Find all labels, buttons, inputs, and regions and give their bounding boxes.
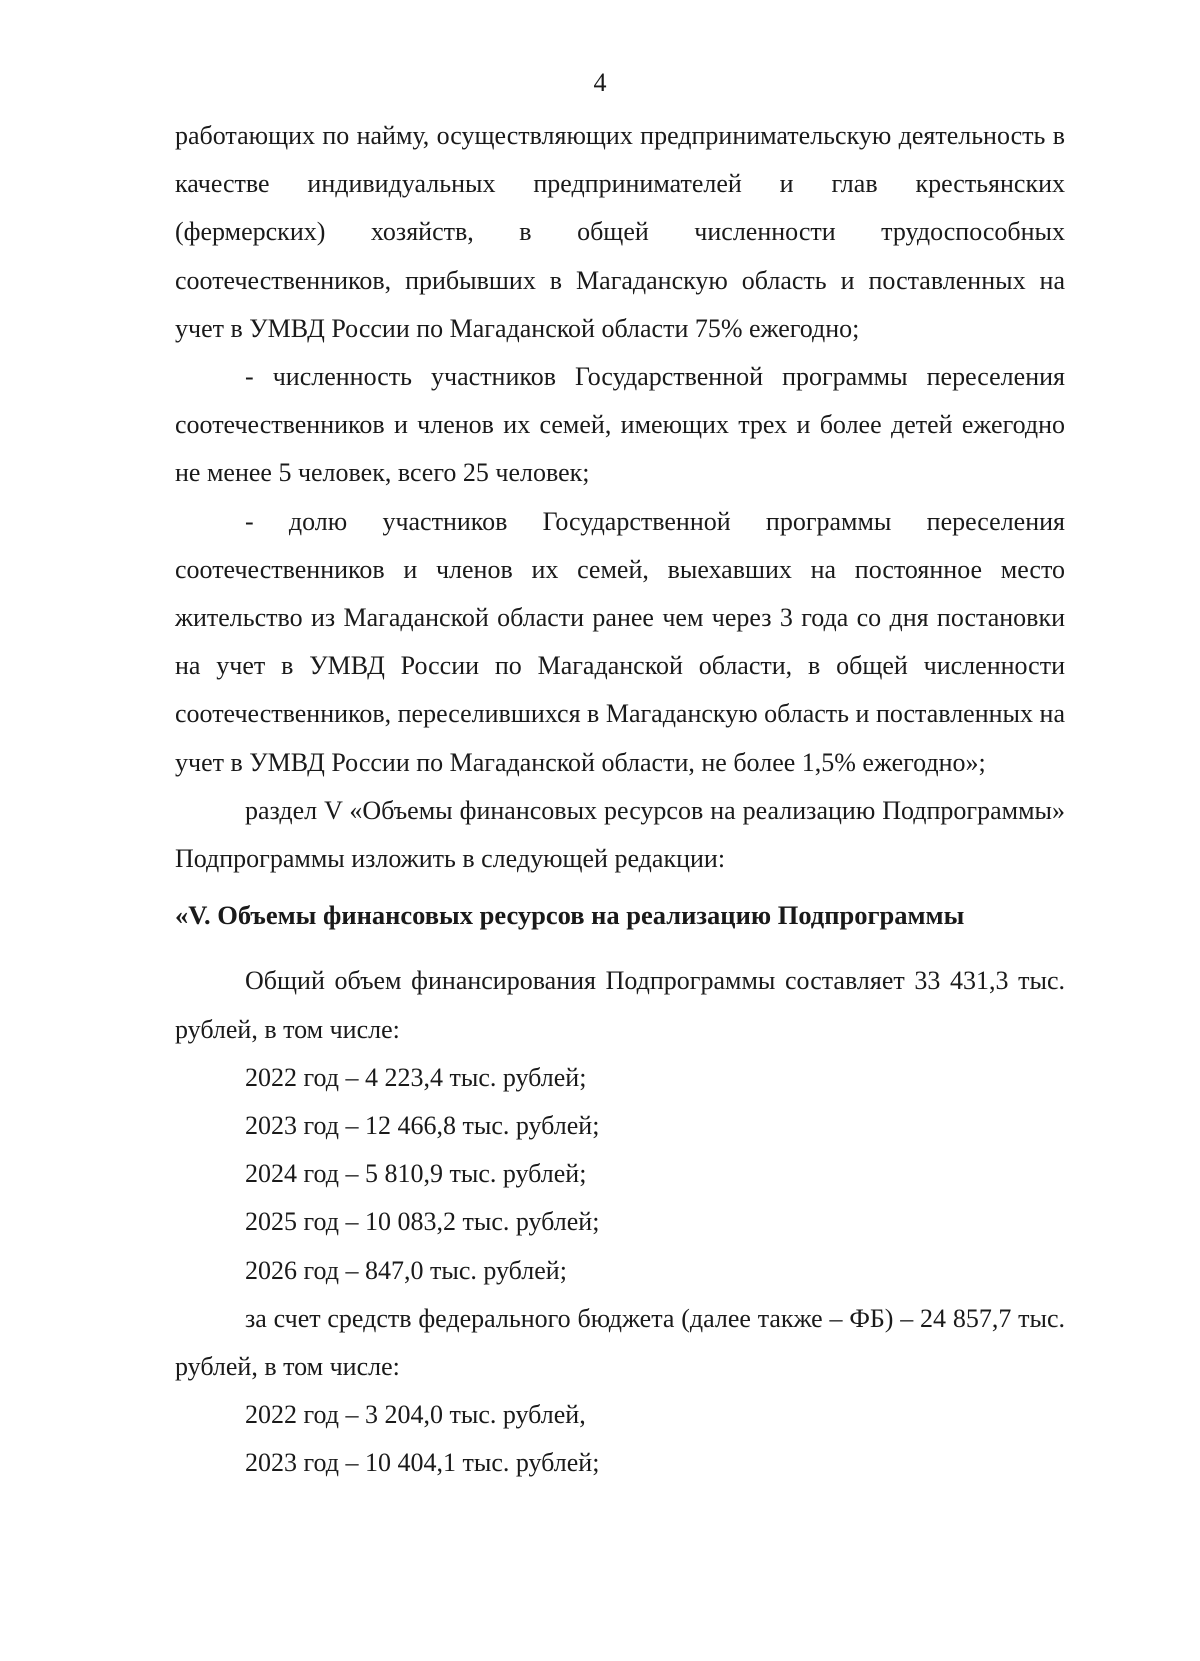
page-number: 4 bbox=[593, 68, 607, 97]
paragraph-participants-large-families: - численность участников Государственной программы переселения соотечественников и членов их семей, имеющих трех и более детей ежегодно не менее 5 человек, всего 25 человек; bbox=[175, 362, 1065, 488]
total-year-2024: 2024 год – 5 810,9 тыс. рублей; bbox=[245, 1159, 587, 1189]
document-body bbox=[175, 112, 1065, 1488]
paragraph-continuation: работающих по найму, осуществляющих предпринимательскую деятельность в качестве индивидуальных предпринимателей и глав крестьянских (фермерских) хозяйств, в общей численности трудоспособных соотечественников, прибывших в Магаданскую область и поставленных на учет в УМВД России по Магаданской области 75% ежегодно; bbox=[175, 121, 1065, 343]
paragraph-section-v-amendment: раздел V «Объемы финансовых ресурсов на реализацию Подпрограммы» Подпрограммы изложить в следующей редакции: bbox=[175, 795, 1065, 874]
federal-year-2023: 2023 год – 10 404,1 тыс. рублей; bbox=[245, 1448, 600, 1478]
federal-year-2022: 2022 год – 3 204,0 тыс. рублей, bbox=[245, 1400, 586, 1430]
total-year-2022: 2022 год – 4 223,4 тыс. рублей; bbox=[245, 1062, 587, 1092]
paragraph-federal-financing: за счет средств федерального бюджета (далее также – ФБ) – 24 857,7 тыс. рублей, в том числе: bbox=[175, 1303, 1065, 1382]
total-year-2023: 2023 год – 12 466,8 тыс. рублей; bbox=[245, 1111, 600, 1141]
paragraph-participants-departed: - долю участников Государственной программы переселения соотечественников и членов их семей, выехавших на постоянное место жительство из Магаданской области ранее чем через 3 года со дня постановки на учет в УМВД России по Магаданской области, в общей численности соотечественников, переселившихся в Магаданскую область и поставленных на учет в УМВД России по Магаданской области, не более 1,5% ежегодно»; bbox=[175, 506, 1065, 777]
section-heading: «V. Объемы финансовых ресурсов на реализацию Подпрограммы bbox=[175, 900, 965, 931]
total-year-2025: 2025 год – 10 083,2 тыс. рублей; bbox=[245, 1207, 600, 1237]
total-year-2026: 2026 год – 847,0 тыс. рублей; bbox=[245, 1255, 567, 1285]
paragraph-total-financing: Общий объем финансирования Подпрограммы составляет 33 431,3 тыс. рублей, в том числе: bbox=[175, 966, 1065, 1044]
